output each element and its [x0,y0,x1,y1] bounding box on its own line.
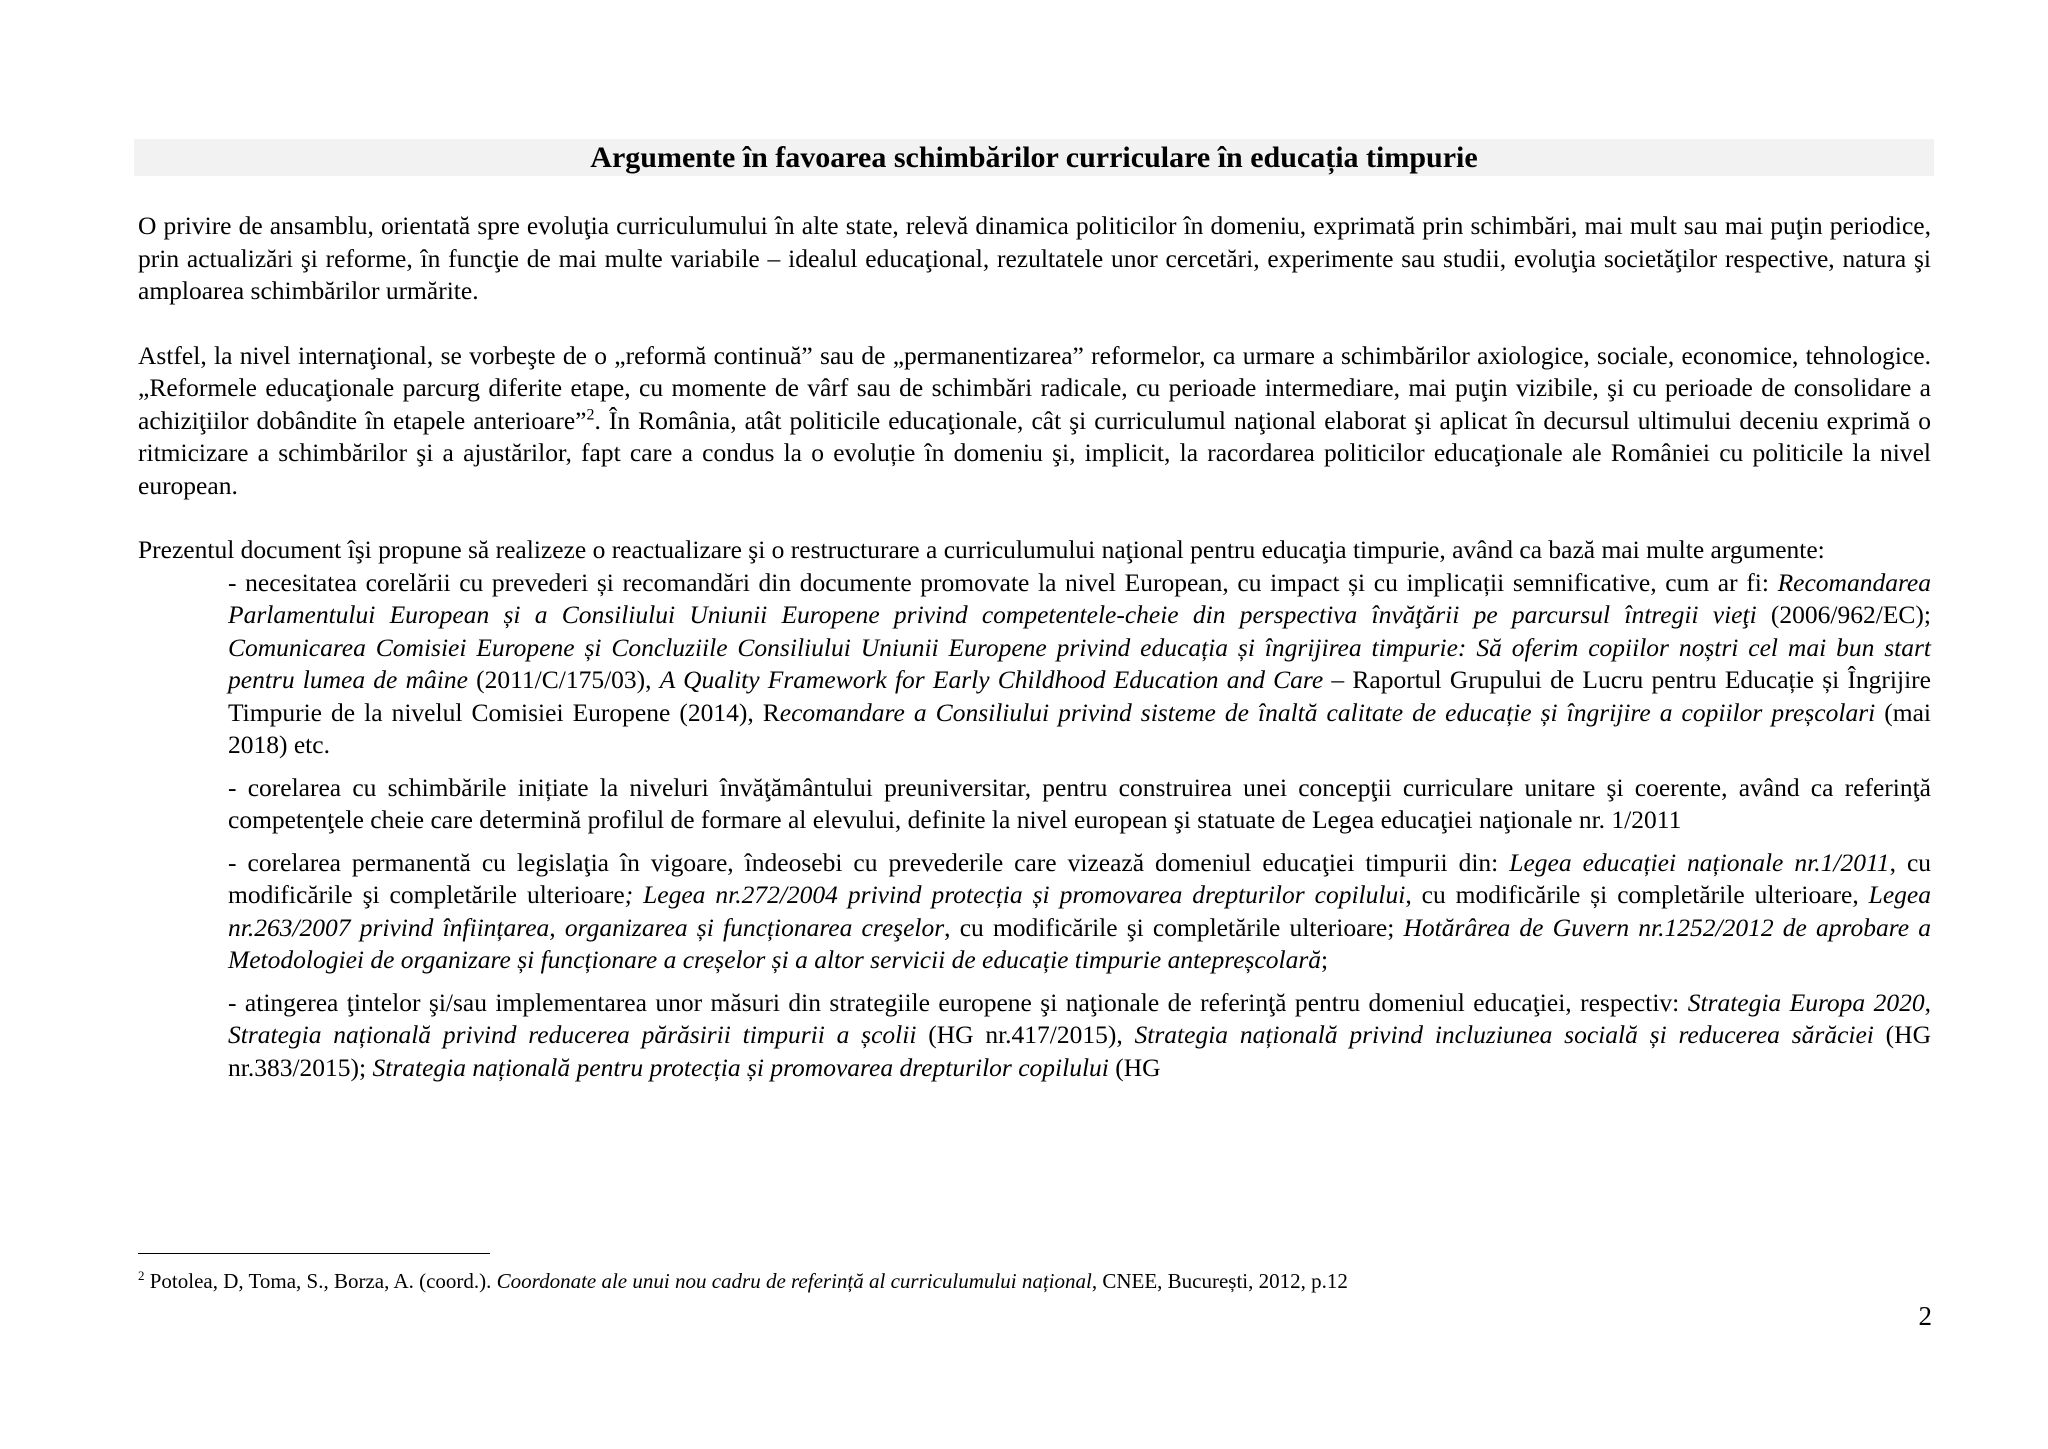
cited-document-title: ecomandare a Consiliului privind sisteme de înaltă calitate de educație și îngrijire a copiilor preșcolari [779,697,1876,727]
footnote-details: , CNEE, București, 2012, p.12 [1091,1269,1348,1293]
footnote-separator [138,1253,490,1254]
cited-document-title: ; Legea nr.272/2004 privind protecția și promovarea drepturilor copilului [624,880,1406,909]
argument-text: - atingerea ţintelor şi/sau implementarea unor măsuri din strategiile europene şi naţionale de referinţă pentru domeniul educaţiei, respectiv: [228,987,1688,1017]
argument-text: , [1924,987,1931,1017]
paragraph-1: O privire de ansamblu, orientată spre evoluţia curriculumului în alte state, relevă dinamica politicilor în domeniu, exprimată prin schimbări, mai mult sau mai puţin periodice, prin actualizări şi reforme, în funcţie de mai multe variabile – idealul educaţional, rezultatele unor cercetări, experimente sau studii, evoluţia societăţilor respective, natura şi amploarea schimbărilor urmărite. [138,211,1931,305]
paragraph-2-text: Astfel, la nivel internaţional, se vorbeşte de o „reformă continuă” sau de „permanentizarea” reformelor, ca urmare a schimbărilor axiologice, sociale, economice, tehnologice. „Reformele educaţionale parcurg diferite etape, cu momente de vârf sau de schimbări radicale, cu perioade intermediare, mai puţin vizibile, şi cu perioade de consolidare a achiziţiilor dobândite în etapele anterioare” [138,340,1931,435]
argument-list [228,567,1931,1085]
argument-text: (2011/C/175/03), [467,665,660,694]
footnote-number: 2 [138,1268,145,1283]
footnote [138,1268,1931,1294]
cited-document-title: Strategia națională privind incluziunea socială și reducerea sărăciei [1134,1020,1874,1049]
argument-text: ; [1321,945,1329,974]
cited-document-title: Hotărârea de Guvern nr.1252/2012 de aprobare a Metodologiei de organizare și funcționare a creșelor și a altor servicii de educație timpurie antepreșcolară [228,912,1931,974]
argument-text: - corelarea cu schimbările inițiate la niveluri învăţământului preuniversitar, pentru construirea unei concepţii curriculare unitare şi coerente, având ca referinţă competenţele cheie care determină profilul de formare al elevului, definite la nivel european şi statuate de Legea educaţiei naţionale nr. 1/2011 [228,772,1931,834]
argument-text: (HG nr.383/2015); [228,1020,1931,1082]
paragraph-2-continuation: . În România, atât politicile educaţionale, cât şi curriculumul naţional elaborat şi aplicat în decursul ultimului deceniu exprimă o ritmicizare a schimbărilor şi a ajustărilor, fapt care a condus la o evoluție în domeniu şi, implicit, la racordarea politicilor educaţionale ale României cu politicile la nivel european. [138,405,1932,500]
cited-document-title: Strategia națională pentru protecția și promovarea drepturilor copilului [372,1052,1109,1082]
argument-text: , cu modificările şi completările ulterioare; [944,912,1404,942]
page-number: 2 [1918,1301,1932,1331]
cited-document-title: Strategia Europa 2020 [1687,987,1925,1017]
cited-document-title: A Quality Framework for Early Childhood Education and Care [659,665,1324,694]
cited-document-title: Comunicarea Comisiei Europene și Concluziile Consiliului Uniunii Europene privind educația și îngrijirea timpurie: Să oferim copiilor noștri cel mai bun start pentru lumea de mâine [228,632,1931,694]
argument-text: (2006/962/EC); [1756,600,1931,629]
argument-item [228,987,1931,1085]
document-title: Argumente în favoarea schimbărilor curriculare în educația timpurie [590,141,1478,174]
cited-document-title: Recomandarea Parlamentului European și a Consiliului Uniunii Europene privind competentele-cheie din perspectiva învăţării pe parcursul întregii vieţi [228,567,1931,629]
argument-text: , cu modificările şi completările ulterioare [228,847,1932,909]
footnote-work-title: Coordonate ale unui nou cadru de referință al curriculumului național [496,1269,1092,1293]
title-bar [134,139,1934,176]
argument-text: (mai 2018) etc. [228,697,1931,759]
paragraph-3: Prezentul document îşi propune să realizeze o reactualizare şi o restructurare a curriculumului naţional pentru educaţia timpurie, având ca bază mai multe argumente: [138,535,1825,564]
footnote-author: Potolea, D, Toma, S., Borza, A. (coord.). [144,1269,497,1293]
argument-text: - corelarea permanentă cu legislaţia în vigoare, îndeosebi cu prevederile care vizează domeniul educaţiei timpurii din: [228,847,1510,877]
cited-document-title: Legea educației naționale nr.1/2011 [1509,847,1890,877]
argument-text: (HG [1108,1052,1161,1082]
argument-text: , cu modificările și completările ulterioare, [1405,880,1869,909]
argument-item [228,567,1931,762]
cited-document-title: Legea nr.263/2007 privind înființarea, organizarea și funcționarea creşelor [228,880,1931,942]
argument-item [228,772,1931,837]
paragraph-2 [138,340,1931,503]
argument-text: - necesitatea corelării cu prevederi și recomandări din documente promovate la nivel European, cu impact și cu implicații semnificative, cum ar fi: [228,567,1778,597]
argument-text: (HG nr.417/2015), [916,1020,1135,1049]
argument-text: – Raportul Grupului de Lucru pentru Educație și Îngrijire Timpurie de la nivelul Comisiei Europene (2014), R [228,665,1931,727]
argument-item [228,847,1931,977]
document-body [138,210,1931,1084]
cited-document-title: Strategia națională privind reducerea părăsirii timpurii a școlii [228,1020,917,1049]
footnote-reference[interactable]: 2 [586,406,595,423]
